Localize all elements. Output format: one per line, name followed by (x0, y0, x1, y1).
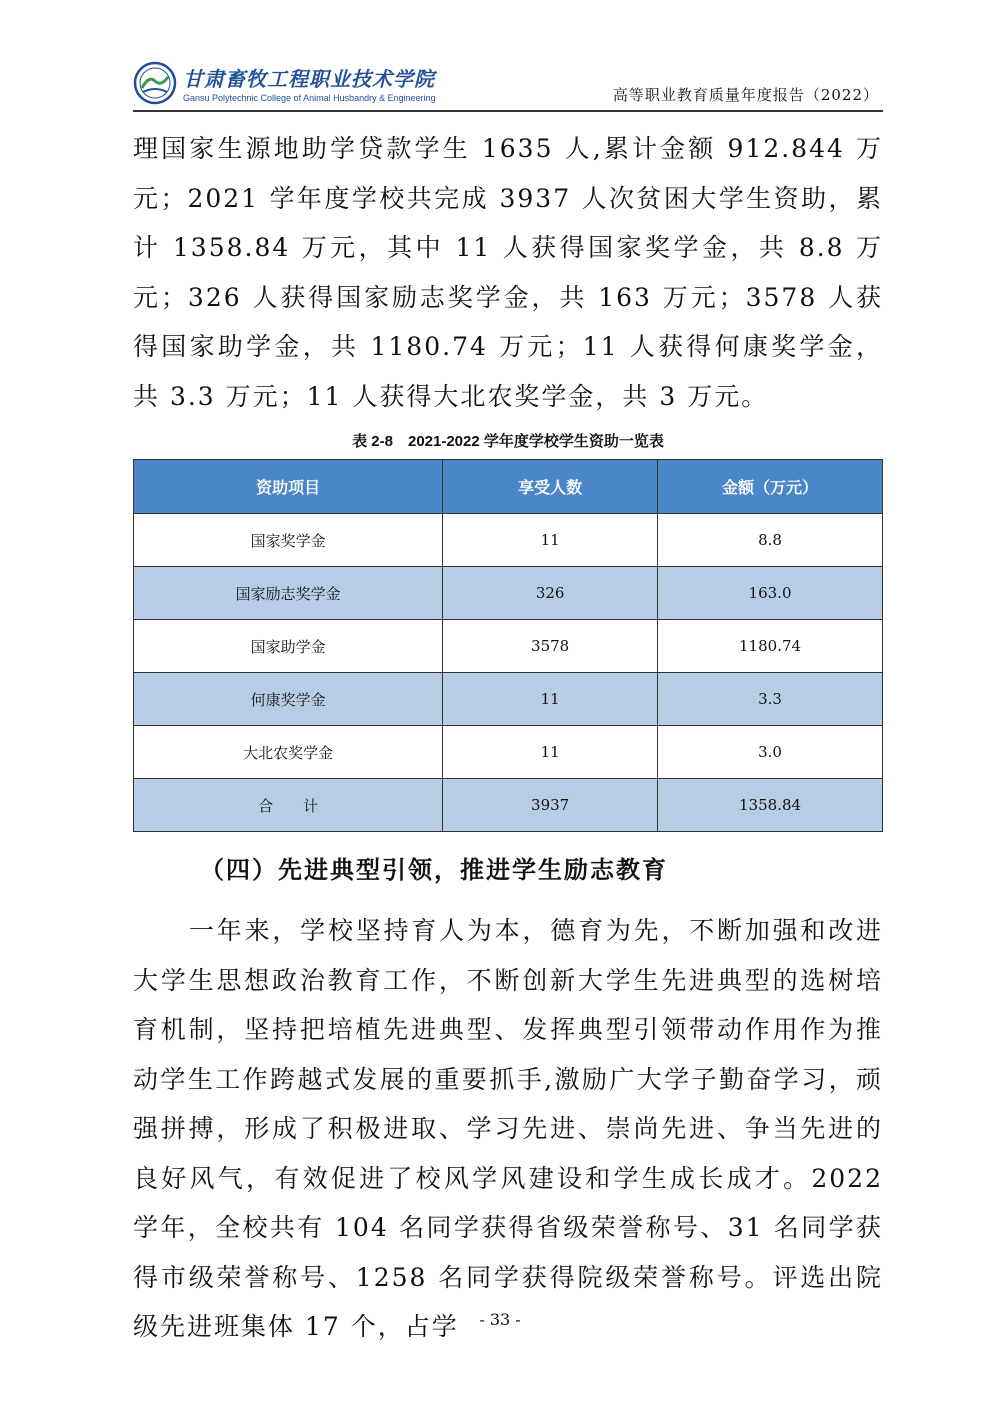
table-cell: 3578 (443, 620, 658, 673)
table-total-row (134, 779, 883, 832)
table-row (134, 726, 883, 779)
table-row (134, 514, 883, 567)
report-title: 高等职业教育质量年度报告（2022） (612, 86, 879, 104)
table-cell: 326 (443, 567, 658, 620)
paragraph-role-models: 一年来，学校坚持育人为本，德育为先，不断加强和改进大学生思想政治教育工作，不断创新大学生先进典型的选树培育机制，坚持把培植先进典型、发挥典型引领带动作用作为推动学生工作跨越式发展的重要抓手,激励广大学子勤奋学习，顽强拼搏，形成了积极进取、学习先进、崇尚先进、争当先进的良好风气，有效促进了校风学风建设和学生成长成才。2022 学年，全校共有 104 名同学获得省级荣誉称号、31 名同学获得市级荣誉称号、1258 名同学获得院级荣誉称号。评选出院级先进班集体 17 个，占学 (133, 916, 883, 1341)
table-caption: 表 2-8 2021-2022 学年度学校学生资助一览表 (352, 433, 664, 450)
column-header: 资助项目 (134, 460, 443, 514)
table-cell: 何康奖学金 (134, 673, 443, 726)
table-cell: 大北农奖学金 (134, 726, 443, 779)
table-cell: 8.8 (658, 514, 883, 567)
college-emblem-icon (133, 61, 177, 105)
school-name-cn: 甘肃畜牧工程职业技术学院 (183, 67, 435, 91)
table-cell: 163.0 (658, 567, 883, 620)
table-cell: 3937 (443, 779, 658, 832)
table-cell: 3.0 (658, 726, 883, 779)
table-cell: 3.3 (658, 673, 883, 726)
column-header: 金额（万元） (658, 460, 883, 514)
table-cell: 合 计 (134, 779, 443, 832)
column-header: 享受人数 (443, 460, 658, 514)
table-cell: 1180.74 (658, 620, 883, 673)
paragraph-funding: 理国家生源地助学贷款学生 1635 人,累计金额 912.844 万元；2021 学年度学校共完成 3937 人次贫困大学生资助，累计 1358.84 万元，其中 11 人获得国家奖学金，共 8.8 万元；326 人获得国家励志奖学金，共 163 万元；3578 人获得国家助学金，共 1180.74 万元；11 人获得何康奖学金，共 3.3 万元；11 人获得大北农奖学金，共 3 万元。 (133, 134, 883, 411)
page-header (133, 55, 883, 112)
table-cell: 11 (443, 726, 658, 779)
table-cell: 国家助学金 (134, 620, 443, 673)
table-row (134, 620, 883, 673)
table-cell: 1358.84 (658, 779, 883, 832)
school-name-en: Gansu Polytechnic College of Animal Husbandry & Engineering (183, 93, 436, 103)
section-heading: （四）先进典型引领，推进学生励志教育 (200, 855, 668, 884)
table-cell: 11 (443, 673, 658, 726)
table-cell: 国家励志奖学金 (134, 567, 443, 620)
funding-table (133, 459, 883, 832)
table-row (134, 567, 883, 620)
page-number: - 33 - (479, 1310, 521, 1329)
table-row (134, 673, 883, 726)
table-cell: 11 (443, 514, 658, 567)
college-logo (133, 61, 436, 105)
table-cell: 国家奖学金 (134, 514, 443, 567)
table-header-row (134, 460, 883, 514)
